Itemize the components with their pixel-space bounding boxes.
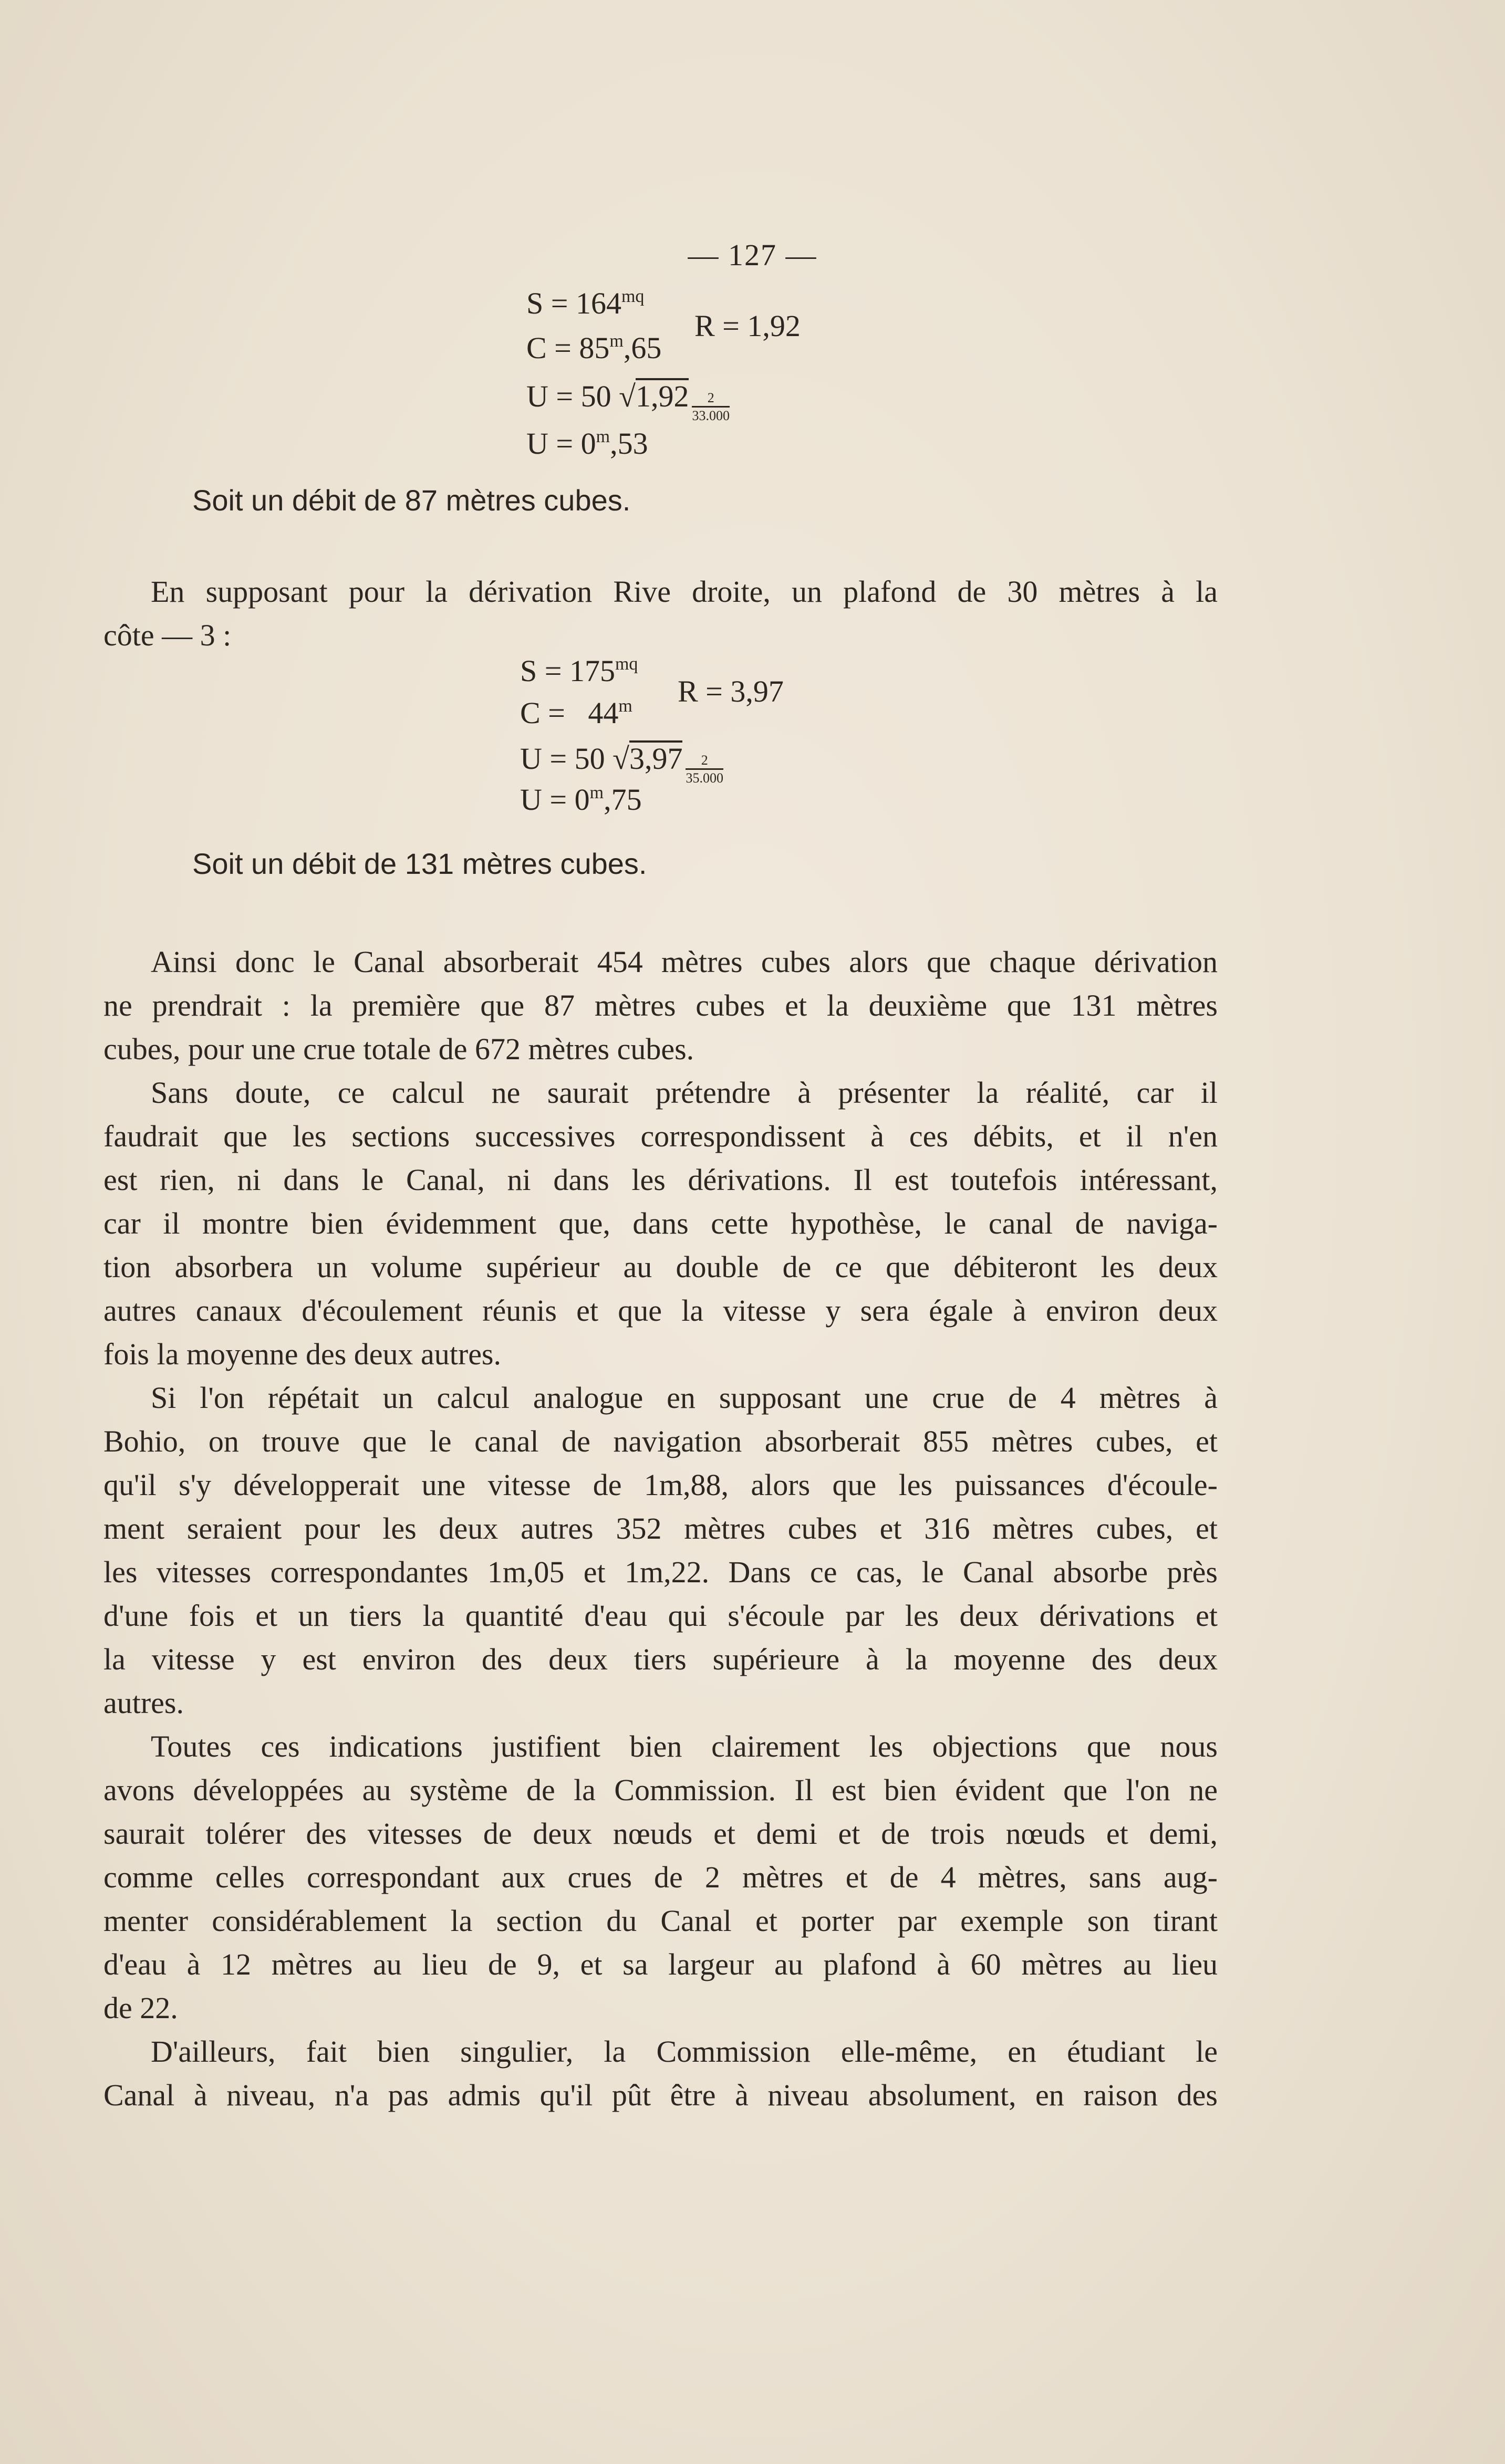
page-number: — 127 — <box>688 238 817 272</box>
text-line: la vitesse y est environ des deux tiers supérieure à la moyenne des deux <box>103 1642 1218 1676</box>
formula-u-sqrt-2: U = 50 √3,97 $\frac{2}{35.000}$ <box>520 742 723 786</box>
text-line: Bohio, on trouve que le canal de navigation absorberait 855 mètres cubes, et <box>103 1424 1218 1458</box>
paragraph-1 <box>103 940 1218 1071</box>
text-line: d'eau à 12 mètres au lieu de 9, et sa largeur au plafond à 60 mètres au lieu <box>103 1947 1218 1981</box>
intro-paragraph <box>103 570 1218 657</box>
formula-u-value-1: $U = 0^m,53$ <box>526 426 648 461</box>
text-line: tion absorbera un volume supérieur au double de ce que débiteront les deux <box>103 1250 1218 1284</box>
fraction-1: $\frac{2}{33.000}$ <box>692 390 730 423</box>
text-line: Si l'on répétait un calcul analogue en supposant une crue de 4 mètres à <box>151 1381 1218 1415</box>
text-line: Canal à niveau, n'a pas admis qu'il pût être à niveau absolument, en raison des <box>103 2078 1218 2112</box>
text-line: est rien, ni dans le Canal, ni dans les dérivations. Il est toutefois intéressant, <box>103 1163 1218 1197</box>
text-line: avons développées au système de la Commission. Il est bien évident que l'on ne <box>103 1773 1218 1807</box>
formula-s-2: $S = 175^{mq}$ <box>520 654 638 688</box>
text-line: autres canaux d'écoulement réunis et que la vitesse y sera égale à environ deux <box>103 1293 1218 1328</box>
formula-c-1: $C = 85^m,65$ <box>526 331 662 365</box>
formula-u-sqrt-1: U = 50 √1,92 $\frac{2}{33.000}$ <box>526 379 730 423</box>
result-line-1: Soit un débit de 87 mètres cubes. <box>192 484 631 517</box>
text-line: comme celles correspondant aux crues de 2 mètres et de 4 mètres, sans aug- <box>103 1860 1218 1894</box>
paragraph-2 <box>103 1071 1218 1376</box>
text-line: D'ailleurs, fait bien singulier, la Commission elle-même, en étudiant le <box>151 2034 1218 2069</box>
fraction-2: $\frac{2}{35.000}$ <box>686 753 723 786</box>
formula-s-1: $S = 164^{mq}$ <box>526 286 645 320</box>
formula-u-value-2: $U = 0^m,75$ <box>520 782 642 817</box>
formula-r-2: R = 3,97 <box>678 674 784 708</box>
text-line: ne prendrait : la première que 87 mètres cubes et la deuxième que 131 mètres <box>103 988 1218 1022</box>
text-line: fois la moyenne des deux autres. <box>103 1337 502 1371</box>
text-line: Toutes ces indications justifient bien clairement les objections que nous <box>151 1729 1218 1763</box>
paragraph-5 <box>103 2030 1218 2117</box>
text-line: faudrait que les sections successives correspondissent à ces débits, et il n'en <box>103 1119 1218 1153</box>
text-line: de 22. <box>103 1991 178 2025</box>
text-line: Sans doute, ce calcul ne saurait prétendre à présenter la réalité, car il <box>151 1076 1218 1110</box>
paragraph-3 <box>103 1376 1218 1725</box>
text-line: côte — 3 : <box>103 618 232 652</box>
text-line: car il montre bien évidemment que, dans cette hypothèse, le canal de naviga- <box>103 1206 1218 1240</box>
text-line: ment seraient pour les deux autres 352 mètres cubes et 316 mètres cubes, et <box>103 1511 1218 1546</box>
text-line: qu'il s'y développerait une vitesse de 1m,88, alors que les puissances d'écoule- <box>103 1468 1218 1502</box>
text-line: Ainsi donc le Canal absorberait 454 mètres cubes alors que chaque dérivation <box>151 945 1218 979</box>
formula-r-1: R = 1,92 <box>694 309 801 343</box>
text-line: menter considérablement la section du Canal et porter par exemple son tirant <box>103 1904 1218 1938</box>
paragraph-4 <box>103 1725 1218 2030</box>
result-line-2: Soit un débit de 131 mètres cubes. <box>192 847 647 880</box>
formula-c-2: C = 44$^m$ <box>520 696 632 730</box>
text-line: autres. <box>103 1686 184 1720</box>
text-line: saurait tolérer des vitesses de deux nœuds et demi et de trois nœuds et demi, <box>103 1816 1218 1851</box>
text-line: cubes, pour une crue totale de 672 mètres cubes. <box>103 1032 694 1066</box>
text-line: les vitesses correspondantes 1m,05 et 1m,22. Dans ce cas, le Canal absorbe près <box>103 1555 1218 1589</box>
text-line: d'une fois et un tiers la quantité d'eau qui s'écoule par les deux dérivations et <box>103 1599 1218 1633</box>
text-line: En supposant pour la dérivation Rive droite, un plafond de 30 mètres à la <box>151 575 1218 609</box>
